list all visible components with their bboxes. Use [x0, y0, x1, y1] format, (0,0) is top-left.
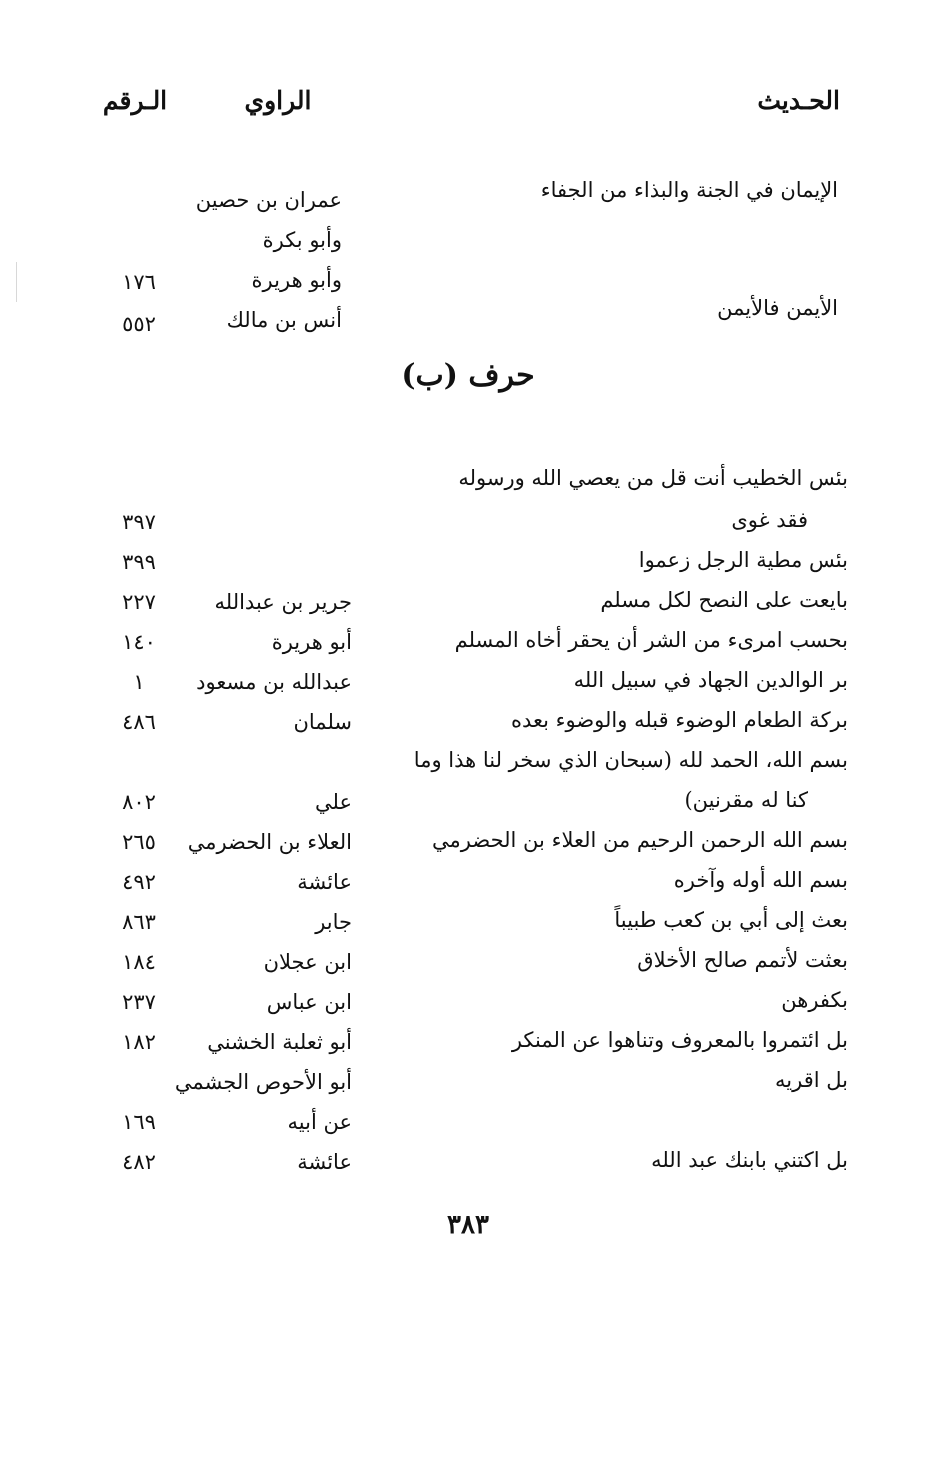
column-header-hadith: الحـديث — [757, 86, 840, 115]
hadith-number: ١٨٢ — [122, 1030, 156, 1054]
narrator-name: جرير بن عبدالله — [214, 590, 352, 614]
hadith-number: ٢٣٧ — [122, 990, 156, 1014]
hadith-text: بسم الله، الحمد لله (سبحان الذي سخر لنا هذا وما — [413, 748, 848, 772]
narrator-name: عمران بن حصين — [195, 188, 342, 212]
hadith-number: ٣٩٧ — [122, 510, 156, 534]
narrator-name: جابر — [315, 910, 352, 934]
narrator-name: عائشة — [297, 870, 352, 894]
page-number: ٣٨٣ — [447, 1210, 489, 1240]
hadith-text: بكفرهن — [781, 988, 848, 1012]
hadith-text: الإيمان في الجنة والبذاء من الجفاء — [540, 178, 838, 202]
hadith-text: بر الوالدين الجهاد في سبيل الله — [573, 668, 848, 692]
hadith-text: بسم الله الرحمن الرحيم من العلاء بن الحضرمي — [432, 828, 848, 852]
section-heading: حرف (ب) — [401, 358, 535, 393]
hadith-text: بعثت لأتمم صالح الأخلاق — [637, 948, 848, 972]
hadith-text: بركة الطعام الوضوء قبله والوضوء بعده — [510, 708, 848, 732]
hadith-number: ٨٦٣ — [122, 910, 156, 934]
hadith-text: فقد غوى — [731, 508, 808, 532]
narrator-name: أبو هريرة — [271, 630, 352, 654]
narrator-name: ابن عباس — [266, 990, 352, 1014]
column-header-number: الـرقم — [102, 86, 168, 115]
narrator-name: وأبو هريرة — [251, 268, 342, 292]
narrator-name: عائشة — [297, 1150, 352, 1174]
narrator-name: وأبو بكرة — [262, 228, 342, 252]
hadith-number: ١٨٤ — [122, 950, 156, 974]
narrator-name: ابن عجلان — [263, 950, 352, 974]
hadith-number: ٤٩٢ — [122, 870, 156, 894]
hadith-number: ٣٩٩ — [122, 550, 156, 574]
narrator-name: عبدالله بن مسعود — [196, 670, 352, 694]
narrator-name: عن أبيه — [287, 1110, 352, 1134]
hadith-number: ٢٦٥ — [122, 830, 156, 854]
hadith-text: بل اكتني بابنك عبد الله — [651, 1148, 848, 1172]
hadith-text: الأيمن فالأيمن — [717, 296, 838, 320]
narrator-name: سلمان — [293, 710, 352, 734]
narrator-name: أبو ثعلبة الخشني — [207, 1030, 352, 1054]
hadith-number: ١ — [133, 670, 145, 694]
hadith-number: ٤٨٦ — [122, 710, 156, 734]
scan-edge-mark — [16, 262, 17, 302]
column-header-narrator: الراوي — [244, 86, 312, 115]
hadith-text: بئس مطية الرجل زعموا — [638, 548, 848, 572]
hadith-number: ١٤٠ — [122, 630, 156, 654]
narrator-name: علي — [315, 790, 352, 814]
narrator-name: أبو الأحوص الجشمي — [174, 1070, 352, 1094]
narrator-name: أنس بن مالك — [226, 308, 342, 332]
hadith-number: ١٧٦ — [122, 270, 156, 294]
hadith-text: بعث إلى أبي بن كعب طبيباً — [614, 908, 848, 932]
hadith-text: بل ائتمروا بالمعروف وتناهوا عن المنكر — [511, 1028, 848, 1052]
hadith-number: ١٦٩ — [122, 1110, 156, 1134]
hadith-number: ٨٠٢ — [122, 790, 156, 814]
hadith-number: ٥٥٢ — [122, 312, 156, 336]
hadith-number: ٢٢٧ — [122, 590, 156, 614]
hadith-text: بل اقريه — [775, 1068, 848, 1092]
hadith-text: بايعت على النصح لكل مسلم — [600, 588, 848, 612]
hadith-number: ٤٨٢ — [122, 1150, 156, 1174]
hadith-text: كنا له مقرنين) — [684, 788, 808, 812]
narrator-name: العلاء بن الحضرمي — [187, 830, 352, 854]
hadith-text: بسم الله أوله وآخره — [673, 868, 848, 892]
hadith-text: بحسب امرىء من الشر أن يحقر أخاه المسلم — [454, 628, 848, 652]
hadith-text: بئس الخطيب أنت قل من يعصي الله ورسوله — [458, 466, 848, 490]
